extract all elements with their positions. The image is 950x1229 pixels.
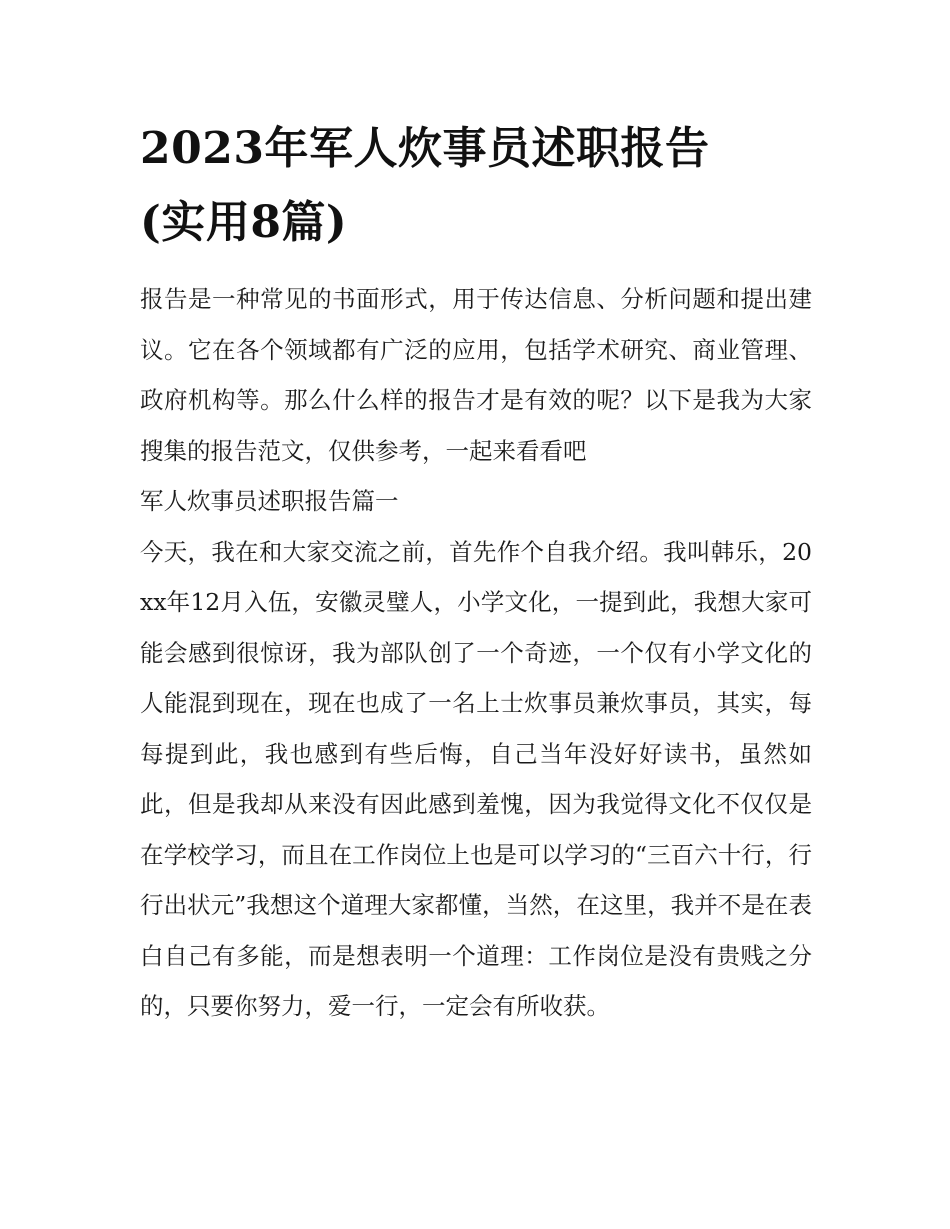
document-body bbox=[140, 274, 812, 1032]
title-line-1: 2023年军人炊事员述职报告 bbox=[140, 123, 710, 174]
section-paragraph: 今天，我在和大家交流之前，首先作个自我介绍。我叫韩乐，20xx年12月入伍，安徽灵璧人，小学文化，一提到此，我想大家可能会感到很惊讶，我为部队创了一个奇迹，一个仅有小学文化的人能混到现在，现在也成了一名上士炊事员兼炊事员，其实，每每提到此，我也感到有些后悔，自己当年没好好读书，虽然如此，但是我却从来没有因此感到羞愧，因为我觉得文化不仅仅是在学校学习，而且在工作岗位上也是可以学习的“三百六十行，行行出状元”我想这个道理大家都懂，当然，在这里，我并不是在表白自己有多能，而是想表明一个道理：工作岗位是没有贵贱之分的，只要你努力，爱一行，一定会有所收获。 bbox=[140, 537, 812, 1020]
section-heading: 军人炊事员述职报告篇一 bbox=[140, 487, 399, 515]
intro-paragraph: 报告是一种常见的书面形式，用于传达信息、分析问题和提出建议。它在各个领域都有广泛的应用，包括学术研究、商业管理、政府机构等。那么什么样的报告才是有效的呢？以下是我为大家搜集的报告范文，仅供参考，一起来看看吧 bbox=[140, 285, 812, 465]
document-content bbox=[140, 112, 812, 1032]
title-line-2: (实用8篇) bbox=[140, 197, 348, 248]
document-title bbox=[140, 112, 812, 260]
